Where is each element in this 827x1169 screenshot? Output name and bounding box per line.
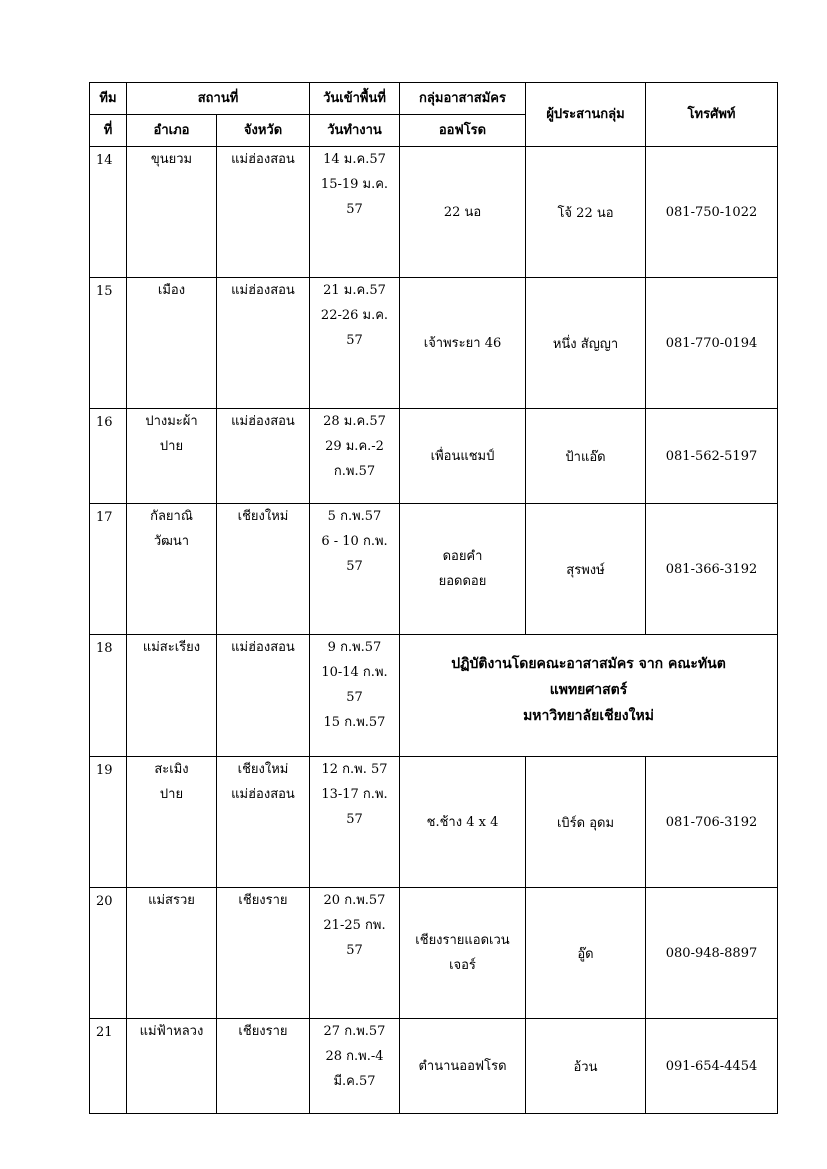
coordinator-cell: ป้าแอ๊ด xyxy=(526,409,646,504)
district-cell xyxy=(127,278,217,409)
dates-cell xyxy=(310,888,400,1019)
date-line: 14 ม.ค.57 xyxy=(323,152,386,167)
district-cell xyxy=(127,504,217,635)
group-line: เจ้าพระยา 46 xyxy=(423,335,502,351)
group-line: เพื่อนแชมป์ xyxy=(430,448,495,464)
team-number: 17 xyxy=(90,504,127,635)
phone-cell: 081-750-1022 xyxy=(646,147,778,278)
volunteer-note xyxy=(400,635,778,757)
province-cell xyxy=(217,888,310,1019)
date-line: 15 ก.พ.57 xyxy=(323,715,386,730)
group-line: 22 นอ xyxy=(443,204,482,220)
table-row xyxy=(90,278,778,409)
dates-cell xyxy=(310,147,400,278)
phone-cell: 081-562-5197 xyxy=(646,409,778,504)
header-group: กลุ่มอาสาสมัคร xyxy=(400,83,526,115)
date-line: 29 ม.ค.-2 xyxy=(325,439,384,454)
phone-cell: 080-948-8897 xyxy=(646,888,778,1019)
date-line: 15-19 ม.ค. xyxy=(320,177,389,192)
district-line: แม่ฟ้าหลวง xyxy=(139,1024,204,1039)
province-cell xyxy=(217,1019,310,1114)
date-line: มี.ค.57 xyxy=(333,1074,376,1089)
phone-cell: 081-706-3192 xyxy=(646,757,778,888)
team-number: 16 xyxy=(90,409,127,504)
province-cell xyxy=(217,147,310,278)
province-cell xyxy=(217,757,310,888)
phone-cell: 091-654-4454 xyxy=(646,1019,778,1114)
province-line: เชียงใหม่ xyxy=(237,762,289,777)
district-line: แม่สะเรียง xyxy=(142,640,201,655)
date-line: 57 xyxy=(346,202,363,217)
date-line: 27 ก.พ.57 xyxy=(323,1024,386,1039)
province-cell xyxy=(217,635,310,757)
coordinator-cell: หนึ่ง สัญญา xyxy=(526,278,646,409)
header-date-enter: วันเข้าพื้นที่ xyxy=(310,83,400,115)
table-row xyxy=(90,147,778,278)
table-row xyxy=(90,888,778,1019)
province-cell xyxy=(217,409,310,504)
district-line: ปางมะผ้า xyxy=(145,414,198,429)
dates-cell xyxy=(310,278,400,409)
province-line: แม่ฮ่องสอน xyxy=(231,283,295,298)
team-number: 21 xyxy=(90,1019,127,1114)
phone-cell: 081-770-0194 xyxy=(646,278,778,409)
date-line: 57 xyxy=(346,812,363,827)
group-line: ช.ช้าง 4 x 4 xyxy=(426,814,499,830)
date-line: 13-17 ก.พ. xyxy=(321,787,388,802)
team-number: 19 xyxy=(90,757,127,888)
group-line: ดอยคำ xyxy=(442,549,483,564)
group-cell xyxy=(400,1019,526,1114)
coordinator-cell: อ้วน xyxy=(526,1019,646,1114)
date-line: 21-25 กพ. xyxy=(323,918,386,933)
date-line: 57 xyxy=(346,559,363,574)
team-number: 18 xyxy=(90,635,127,757)
district-line: แม่สรวย xyxy=(148,893,195,908)
group-line: เจอร์ xyxy=(449,958,476,973)
district-cell xyxy=(127,757,217,888)
date-line: 6 - 10 ก.พ. xyxy=(321,534,388,549)
district-cell xyxy=(127,147,217,278)
table-row xyxy=(90,635,778,757)
dates-cell xyxy=(310,635,400,757)
province-line: แม่ฮ่องสอน xyxy=(231,640,295,655)
header-team: ทีม xyxy=(90,83,127,115)
district-cell xyxy=(127,409,217,504)
group-line: ยอดดอย xyxy=(438,574,487,589)
group-cell xyxy=(400,504,526,635)
date-line: 5 ก.พ.57 xyxy=(327,509,382,524)
team-number: 15 xyxy=(90,278,127,409)
district-cell xyxy=(127,888,217,1019)
district-line: ขุนยวม xyxy=(150,152,193,167)
schedule-table xyxy=(89,82,778,1114)
district-line: กัลยาณิ xyxy=(150,509,193,524)
district-line: เมือง xyxy=(157,283,186,298)
district-cell xyxy=(127,1019,217,1114)
header-coordinator: ผู้ประสานกลุ่ม xyxy=(526,83,646,147)
district-line: ปาย xyxy=(159,787,184,802)
group-cell xyxy=(400,409,526,504)
date-line: 57 xyxy=(346,943,363,958)
province-line: เชียงราย xyxy=(238,893,288,908)
note-line: ปฏิบัติงานโดยคณะอาสาสมัคร จาก คณะทันต xyxy=(451,656,726,672)
province-cell xyxy=(217,278,310,409)
table-row xyxy=(90,757,778,888)
coordinator-cell: เบิร์ด อุดม xyxy=(526,757,646,888)
dates-cell xyxy=(310,504,400,635)
province-cell xyxy=(217,504,310,635)
header-group-sub: ออฟโรด xyxy=(400,115,526,147)
group-cell xyxy=(400,757,526,888)
province-line: แม่ฮ่องสอน xyxy=(231,787,295,802)
team-number: 14 xyxy=(90,147,127,278)
date-line: 22-26 ม.ค. xyxy=(320,308,389,323)
district-line: ปาย xyxy=(159,439,184,454)
date-line: 57 xyxy=(346,333,363,348)
date-line: 12 ก.พ. 57 xyxy=(321,762,388,777)
date-line: 21 ม.ค.57 xyxy=(323,283,386,298)
phone-cell: 081-366-3192 xyxy=(646,504,778,635)
header-phone: โทรศัพท์ xyxy=(646,83,778,147)
note-line: มหาวิทยาลัยเชียงใหม่ xyxy=(523,708,654,724)
coordinator-cell: สุรพงษ์ xyxy=(526,504,646,635)
coordinator-cell: โจ้ 22 นอ xyxy=(526,147,646,278)
dates-cell xyxy=(310,409,400,504)
district-cell xyxy=(127,635,217,757)
header-province: จังหวัด xyxy=(217,115,310,147)
province-line: เชียงราย xyxy=(238,1024,288,1039)
group-cell xyxy=(400,147,526,278)
district-line: วัฒนา xyxy=(153,534,190,549)
date-line: 28 ม.ค.57 xyxy=(323,414,386,429)
team-number: 20 xyxy=(90,888,127,1019)
table-row xyxy=(90,504,778,635)
group-cell xyxy=(400,278,526,409)
dates-cell xyxy=(310,757,400,888)
group-line: ตำนานออฟโรด xyxy=(418,1058,507,1074)
dates-cell xyxy=(310,1019,400,1114)
group-line: เชียงรายแอดเวน xyxy=(415,933,510,948)
province-line: เชียงใหม่ xyxy=(237,509,289,524)
header-date-work: วันทำงาน xyxy=(310,115,400,147)
date-line: 20 ก.พ.57 xyxy=(323,893,386,908)
header-place: สถานที่ xyxy=(127,83,310,115)
date-line: ก.พ.57 xyxy=(333,464,376,479)
date-line: 9 ก.พ.57 xyxy=(327,640,382,655)
date-line: 28 ก.พ.-4 xyxy=(325,1049,384,1064)
group-cell xyxy=(400,888,526,1019)
header-district: อำเภอ xyxy=(127,115,217,147)
date-line: 57 xyxy=(346,690,363,705)
province-line: แม่ฮ่องสอน xyxy=(231,414,295,429)
coordinator-cell: อู๊ด xyxy=(526,888,646,1019)
table-row xyxy=(90,409,778,504)
province-line: แม่ฮ่องสอน xyxy=(231,152,295,167)
date-line: 10-14 ก.พ. xyxy=(321,665,388,680)
header-team-sub: ที่ xyxy=(90,115,127,147)
table-row xyxy=(90,1019,778,1114)
note-line: แพทยศาสตร์ xyxy=(549,682,628,698)
district-line: สะเมิง xyxy=(154,762,189,777)
